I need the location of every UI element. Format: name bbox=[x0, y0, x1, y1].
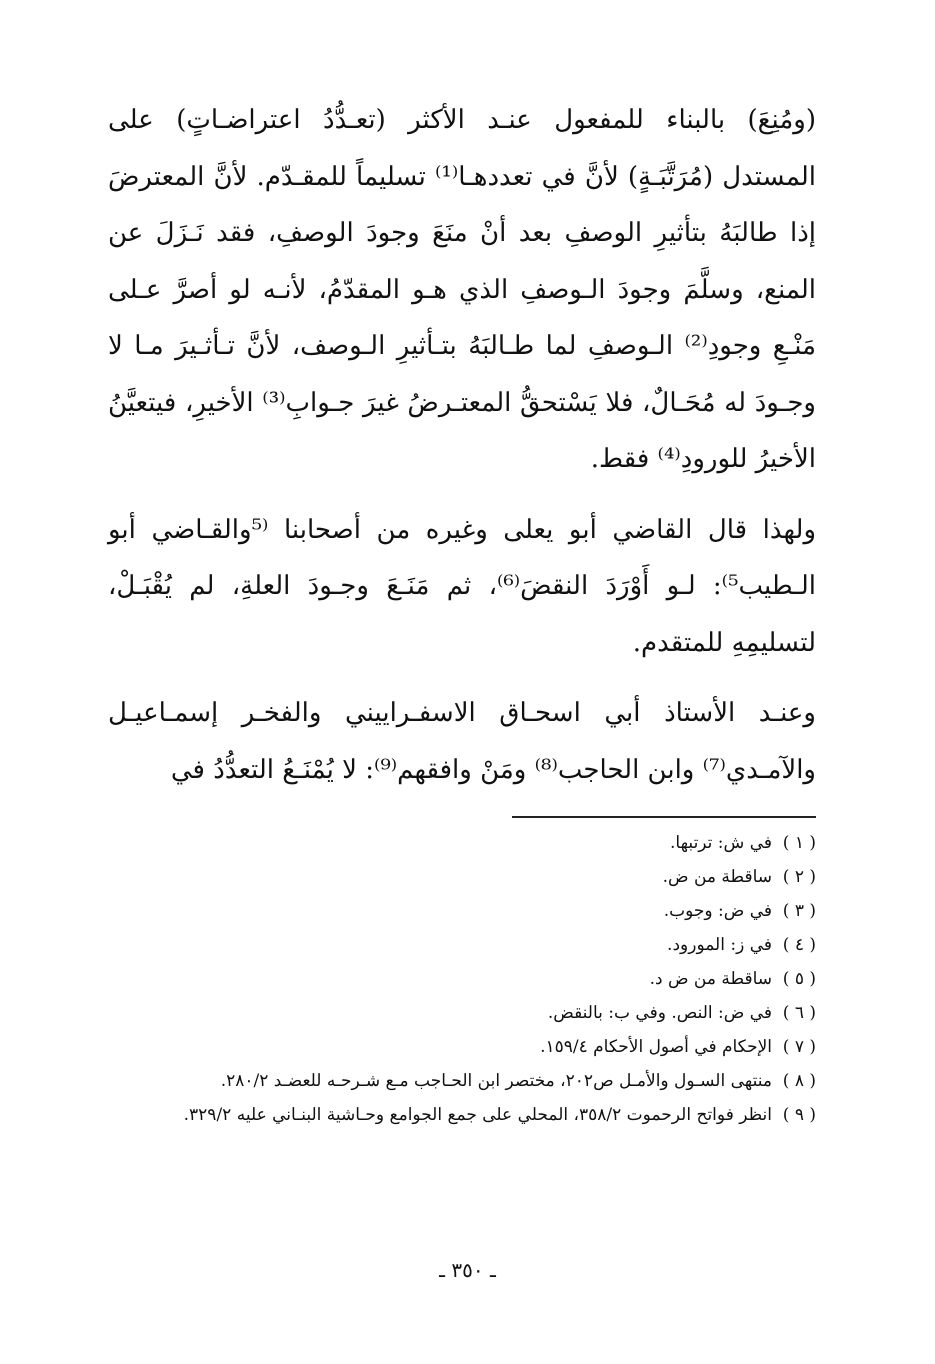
footnote-number: ( ٣ ) bbox=[782, 901, 816, 921]
paragraph-3: وعنـد الأستاذ أبي اسحـاق الاسفـراييني والفخـر إسمـاعيـل والآمـدي⁽⁷⁾ وابن الحاجب⁽⁸⁾ ومَنْ وافقهم⁽⁹⁾: لا يُمْنَـعُ التعدُّدُ في bbox=[108, 698, 816, 785]
footnote-number: ( ٦ ) bbox=[782, 1003, 816, 1023]
footnote-number: ( ٢ ) bbox=[782, 867, 816, 887]
paragraph-2: ولهذا قال القاضي أبو يعلى وغيره من أصحابنا ⁽⁵والقـاضي أبو الـطيب⁵⁾: لـو أَوْرَدَ النقضَ⁽⁶⁾، ثم مَنَـعَ وجـودَ العلةِ، لم يُقْبَـلْ، لتسليمِهِ للمتقدم. bbox=[108, 514, 816, 658]
footnotes bbox=[108, 826, 816, 1132]
footnote-text: الإحكام في أصول الأحكام ١٥٩/٤. bbox=[540, 1037, 772, 1057]
footnote-text: انظر فواتح الرحموت ٣٥٨/٢، المحلي على جمع الجوامع وحـاشية البنـاني عليه ٣٢٩/٢. bbox=[183, 1105, 772, 1125]
footnote-text: في ض: وجوب. bbox=[663, 901, 772, 921]
paragraph-1: (ومُنِعَ) بالبناء للمفعول عنـد الأكثر (تعـدُّدُ اعتراضـاتٍ) على المستدل (مُرَتَّبَـةٍ) لأنَّ في تعددهـا⁽¹⁾ تسليماً للمقـدّم. لأنَّ المعترضَ إذا طالبَهُ بتأثيرِ الوصفِ بعد أنْ منَعَ وجودَ الوصفِ، فقد نَـزَلَ عن المنع، وسلَّمَ وجودَ الـوصفِ الذي هـو المقدّمُ، لأنـه لو أصرَّ عـلى مَنْـعِ وجودِ⁽²⁾ الـوصفِ لما طـالبَهُ بتـأثيرِ الـوصف، لأنَّ تـأثـيرَ مـا لا وجـودَ له مُحَـالٌ، فلا يَسْتحقُّ المعتـرضُ غيرَ جـوابِ⁽³⁾ الأخيرِ، فيتعيَّنُ الأخيرُ للورودِ⁽⁴⁾ فقط. bbox=[108, 105, 817, 474]
footnote-8 bbox=[108, 1064, 816, 1098]
footnote-number: ( ٩ ) bbox=[782, 1105, 816, 1125]
footnote-divider bbox=[512, 816, 816, 818]
footnote-9 bbox=[108, 1098, 816, 1132]
footnote-number: ( ٤ ) bbox=[782, 935, 816, 955]
footnote-text: ساقطة من ض. bbox=[662, 867, 772, 887]
footnote-number: ( ١ ) bbox=[782, 833, 816, 853]
footnote-1 bbox=[108, 826, 816, 860]
footnote-6 bbox=[108, 996, 816, 1030]
footnote-7 bbox=[108, 1030, 816, 1064]
footnote-text: في ز: المورود. bbox=[667, 935, 772, 955]
footnote-2 bbox=[108, 860, 816, 894]
footnote-3 bbox=[108, 894, 816, 928]
footnote-text: في ض: النص. وفي ب: بالنقض. bbox=[547, 1003, 772, 1023]
footnote-number: ( ٧ ) bbox=[782, 1037, 816, 1057]
footnote-5 bbox=[108, 962, 816, 996]
footnote-4 bbox=[108, 928, 816, 962]
footnote-number: ( ٥ ) bbox=[782, 969, 816, 989]
footnote-text: منتهى السـول والأمـل ص٢٠٢، مختصر ابن الحـاجب مـع شـرحـه للعضـد ٢٨٠/٢. bbox=[220, 1071, 772, 1091]
footnote-text: في ش: ترتبها. bbox=[670, 833, 772, 853]
footnote-text: ساقطة من ض د. bbox=[649, 969, 772, 989]
footnote-number: ( ٨ ) bbox=[782, 1071, 816, 1091]
page-number: ـ ٣٥٠ ـ bbox=[439, 1258, 496, 1282]
main-text bbox=[108, 92, 816, 798]
